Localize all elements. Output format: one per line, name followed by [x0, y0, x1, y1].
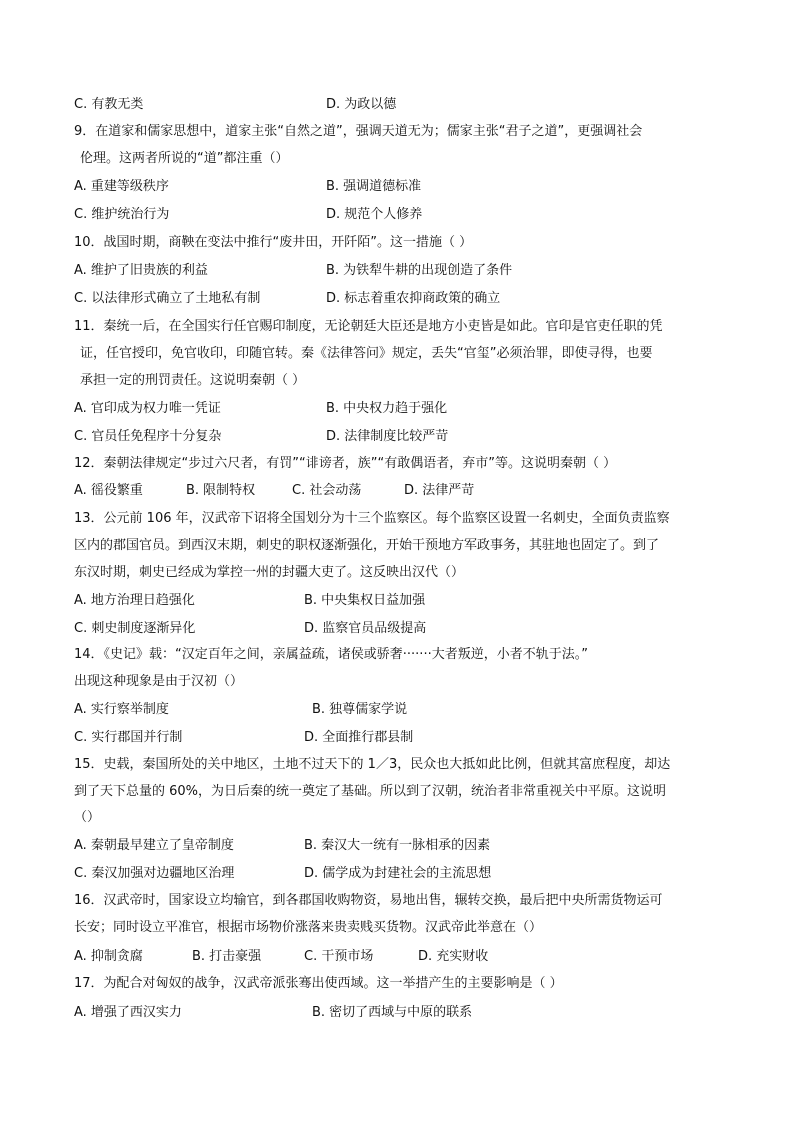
q16-option-d: D. 充实财收 — [418, 949, 489, 964]
q13-option-d: D. 监察官员品级提高 — [304, 621, 427, 636]
q15-option-d: D. 儒学成为封建社会的主流思想 — [304, 866, 492, 881]
q14-option-a: A. 实行察举制度 — [74, 702, 169, 717]
q9-option-d: D. 规范个人修养 — [326, 207, 423, 222]
q12-option-c: C. 社会动荡 — [292, 483, 362, 498]
q14-option-b: B. 独尊儒家学说 — [312, 702, 408, 717]
q15-stem-line3: （） — [74, 810, 101, 825]
q11-stem-line3: 承担一定的刑罚责任。这说明秦朝（ ） — [80, 373, 306, 388]
q11-option-c: C. 官员任免程序十分复杂 — [74, 429, 222, 444]
q16-stem-line1: 16．汉武帝时，国家设立均输官，到各郡国收购物资，易地出售，辗转交换，最后把中央所需货物运可 — [74, 893, 663, 908]
q10-stem: 10．战国时期，商鞅在变法中推行“废井田，开阡陌”。这一措施（ ） — [74, 235, 473, 250]
q10-option-a: A. 维护了旧贵族的利益 — [74, 263, 208, 278]
q10-option-d: D. 标志着重农抑商政策的确立 — [326, 291, 501, 306]
q15-stem-line1: 15．史载，秦国所处的关中地区，土地不过天下的 1／3，民众也大抵如此比例，但就其富庶程度，却达 — [74, 757, 671, 772]
q16-option-c: C. 干预市场 — [304, 949, 374, 964]
q13-option-c: C. 刺史制度逐渐异化 — [74, 621, 196, 636]
q12-stem: 12．秦朝法律规定“步过六尺者，有罚”“诽谤者，族”“有敢偶语者，弃市”等。这说明秦朝（ ） — [74, 456, 617, 471]
q9-option-c: C. 维护统治行为 — [74, 207, 170, 222]
q11-option-a: A. 官印成为权力唯一凭证 — [74, 401, 221, 416]
q14-stem-line2: 出现这种现象是由于汉初（） — [74, 674, 244, 689]
q14-stem-line1: 14．《史记》载：“汉定百年之间，亲属益疏，诸侯或骄奢·······大者叛逆，小者不轨于法。” — [74, 647, 588, 662]
q12-option-b: B. 限制特权 — [186, 483, 256, 498]
q16-stem-line2: 长安；同时设立平准官，根据市场物价涨落来贵卖贱买货物。汉武帝此举意在（） — [74, 920, 543, 935]
q17-option-a: A. 增强了西汉实力 — [74, 1005, 182, 1020]
q8-option-c: C. 有教无类 — [74, 97, 144, 112]
q13-option-a: A. 地方治理日趋强化 — [74, 593, 195, 608]
q17-option-b: B. 密切了西域与中原的联系 — [312, 1005, 473, 1020]
q10-option-b: B. 为铁犁牛耕的出现创造了条件 — [326, 263, 513, 278]
q15-stem-line2: 到了天下总量的 60%，为日后秦的统一奠定了基础。所以到了汉朝，统治者非常重视关中平原。这说明 — [74, 784, 667, 799]
q11-option-b: B. 中央权力趋于强化 — [326, 401, 448, 416]
q11-stem-line1: 11．秦统一后，在全国实行任官赐印制度，无论朝廷大臣还是地方小吏皆是如此。官印是官吏任职的凭 — [74, 319, 663, 334]
q10-option-c: C. 以法律形式确立了土地私有制 — [74, 291, 261, 306]
q9-stem-line1: 9．在道家和儒家思想中，道家主张“自然之道”，强调天道无为；儒家主张“君子之道”，更强调社会 — [74, 124, 643, 139]
q13-stem-line2: 区内的郡国官员。到西汉末期，刺史的职权逐渐强化，开始干预地方军政事务，其驻地也固定了。到了 — [74, 538, 660, 553]
q17-stem: 17．为配合对匈奴的战争，汉武帝派张骞出使西域。这一举措产生的主要影响是（ ） — [74, 976, 563, 991]
q13-stem-line3: 东汉时期，刺史已经成为掌控一州的封疆大吏了。这反映出汉代（） — [74, 565, 465, 580]
q13-option-b: B. 中央集权日益加强 — [304, 593, 426, 608]
q9-option-b: B. 强调道德标准 — [326, 179, 422, 194]
q15-option-c: C. 秦汉加强对边疆地区治理 — [74, 866, 235, 881]
q9-stem-line2: 伦理。这两者所说的“道”都注重（） — [80, 151, 289, 166]
q14-option-c: C. 实行郡国并行制 — [74, 730, 183, 745]
q16-option-a: A. 抑制贪腐 — [74, 949, 143, 964]
q16-option-b: B. 打击豪强 — [192, 949, 262, 964]
q12-option-d: D. 法律严苛 — [404, 483, 475, 498]
q11-option-d: D. 法律制度比较严苛 — [326, 429, 449, 444]
q15-option-b: B. 秦汉大一统有一脉相承的因素 — [304, 838, 491, 853]
q13-stem-line1: 13．公元前 106 年，汉武帝下诏将全国划分为十三个监察区。每个监察区设置一名刺史，全面负责监察 — [74, 511, 670, 526]
q8-option-d: D. 为政以德 — [326, 97, 397, 112]
q12-option-a: A. 徭役繁重 — [74, 483, 143, 498]
q15-option-a: A. 秦朝最早建立了皇帝制度 — [74, 838, 234, 853]
q14-option-d: D. 全面推行郡县制 — [304, 730, 414, 745]
q11-stem-line2: 证，任官授印，免官收印，印随官转。秦《法律答问》规定，丢失“官玺”必须治罪，即使寻得，也要 — [80, 346, 653, 361]
q9-option-a: A. 重建等级秩序 — [74, 179, 169, 194]
